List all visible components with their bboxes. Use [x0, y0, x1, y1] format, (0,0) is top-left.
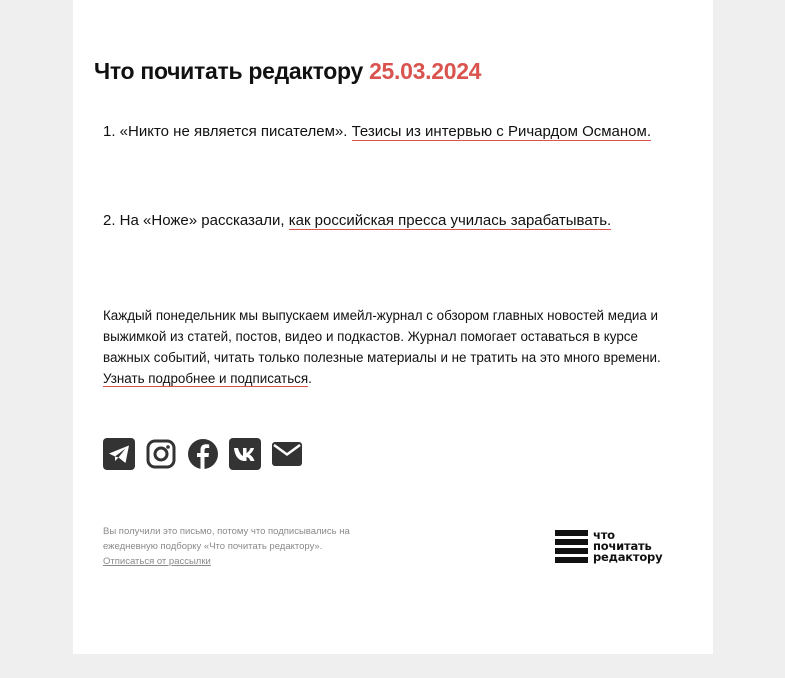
item-link[interactable]: как российская пресса училась зарабатывать. — [288, 212, 612, 229]
logo-line: что — [593, 527, 615, 542]
issue-date: 25.03.2024 — [369, 58, 482, 84]
facebook-icon[interactable] — [187, 438, 219, 470]
instagram-icon[interactable] — [145, 438, 177, 470]
email-icon[interactable] — [271, 438, 303, 470]
vk-icon[interactable] — [229, 438, 261, 470]
description-text: Каждый понедельник мы выпускаем имейл-журнал с обзором главных новостей медиа и выжимкой из статей, постов, видео и подкастов. Журнал помогает оставаться в курсе важных событий, читать только полезные материалы и не тратить на это много времени. — [103, 308, 661, 365]
logo-text — [593, 527, 663, 564]
newsletter-description — [103, 305, 688, 389]
item-text: 2. На «Ноже» рассказали, — [103, 212, 289, 229]
logo-line: редактору — [593, 549, 663, 564]
logo-line: почитать — [593, 538, 652, 553]
list-item — [103, 122, 663, 141]
footer-note — [103, 524, 388, 569]
email-card — [73, 0, 713, 654]
description-end: . — [308, 371, 312, 386]
subscribe-link[interactable]: Узнать подробнее и подписаться — [103, 371, 309, 386]
unsubscribe-link[interactable]: Отписаться от рассылки — [103, 556, 211, 567]
page-title — [94, 58, 481, 85]
social-links — [103, 438, 303, 470]
logo-bars — [555, 530, 588, 563]
list-item — [103, 211, 663, 230]
item-link[interactable]: Тезисы из интервью с Ричардом Османом. — [351, 123, 651, 140]
title-text: Что почитать редактору — [94, 58, 363, 84]
telegram-icon[interactable] — [103, 438, 135, 470]
item-text: 1. «Никто не является писателем». — [103, 123, 352, 140]
footer-text: Вы получили это письмо, потому что подписывались на ежедневную подборку «Что почитать редактору». — [103, 526, 350, 552]
logo — [555, 528, 685, 564]
